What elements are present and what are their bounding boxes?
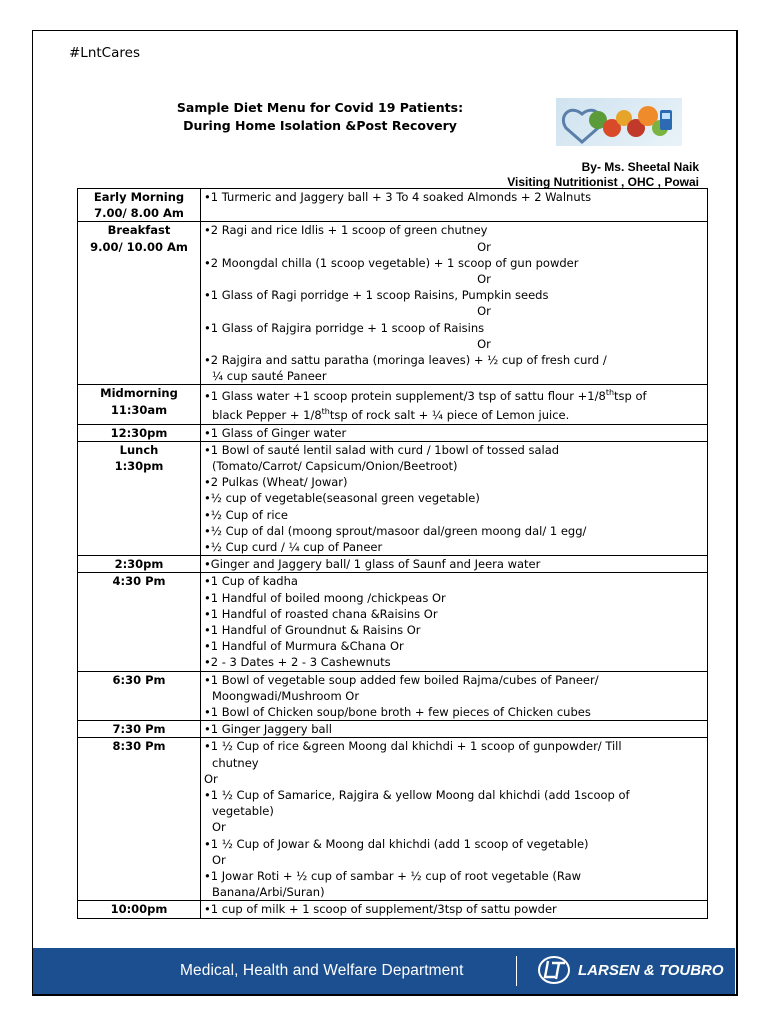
list-item: •½ Cup of dal (moong sprout/masoor dal/green moong dal/ 1 egg/ bbox=[204, 523, 587, 538]
meal-time: 8:30 Pm bbox=[78, 738, 201, 901]
meal-items bbox=[201, 189, 708, 222]
healthy-food-image bbox=[556, 98, 682, 146]
item-text: •1 Glass water +1 scoop protein supplement/3 tsp of sattu flour +1/8 bbox=[204, 389, 606, 404]
meal-items bbox=[201, 573, 708, 671]
title-line-2: During Home Isolation &Post Recovery bbox=[183, 118, 457, 133]
meal-items bbox=[201, 721, 708, 738]
item-text: tsp of rock salt + ¼ piece of Lemon juice. bbox=[329, 408, 570, 423]
list-item: •1 Bowl of sauté lentil salad with curd / 1bowl of tossed salad bbox=[204, 442, 560, 457]
footer-divider bbox=[516, 956, 517, 986]
or-separator: Or bbox=[212, 820, 226, 835]
list-item-continuation: Moongwadi/Mushroom Or bbox=[212, 688, 360, 703]
list-item-continuation: vegetable) bbox=[212, 804, 274, 819]
meal-time-value: 1:30pm bbox=[114, 458, 164, 473]
meal-time: 6:30 Pm bbox=[78, 671, 201, 721]
list-item: •2 Ragi and rice Idlis + 1 scoop of green chutney bbox=[204, 223, 488, 238]
meal-time-value: 7.00/ 8.00 Am bbox=[94, 206, 184, 221]
meal-items bbox=[201, 671, 708, 721]
list-item: •½ Cup curd / ¼ cup of Paneer bbox=[204, 539, 383, 554]
table-row bbox=[78, 671, 708, 721]
list-item: •1 Glass of Ginger water bbox=[204, 425, 347, 440]
meal-items bbox=[201, 738, 708, 901]
list-item: •1 Ginger Jaggery ball bbox=[204, 722, 332, 737]
table-row bbox=[78, 189, 708, 222]
list-item: •1 Glass of Rajgira porridge + 1 scoop of Raisins bbox=[204, 320, 485, 335]
or-separator: Or bbox=[477, 336, 491, 351]
list-item: •1 Jowar Roti + ½ cup of sambar + ½ cup of root vegetable (Raw bbox=[204, 868, 582, 883]
or-separator: Or bbox=[477, 304, 491, 319]
list-item: •2 Pulkas (Wheat/ Jowar) bbox=[204, 475, 348, 490]
author-role: Visiting Nutritionist , OHC , Powai bbox=[507, 175, 699, 189]
diet-menu-table bbox=[77, 188, 708, 919]
list-item-continuation: (Tomato/Carrot/ Capsicum/Onion/Beetroot) bbox=[212, 458, 458, 473]
meal-time: 10:00pm bbox=[78, 901, 201, 918]
list-item bbox=[204, 385, 704, 404]
table-row bbox=[78, 222, 708, 385]
list-item: •1 Cup of kadha bbox=[204, 574, 298, 589]
superscript: th bbox=[605, 388, 615, 398]
list-item-continuation: chutney bbox=[212, 755, 259, 770]
meal-time bbox=[78, 222, 201, 385]
lt-logo-icon bbox=[537, 955, 571, 985]
list-item: •1 ½ Cup of Jowar & Moong dal khichdi (add 1 scoop of vegetable) bbox=[204, 836, 589, 851]
meal-time-value: 11:30am bbox=[110, 402, 168, 417]
meal-time: 2:30pm bbox=[78, 556, 201, 573]
or-separator: Or bbox=[212, 852, 226, 867]
list-item: •1 Glass of Ragi porridge + 1 scoop Raisins, Pumpkin seeds bbox=[204, 288, 549, 303]
table-row bbox=[78, 721, 708, 738]
list-item: •2 - 3 Dates + 2 - 3 Cashewnuts bbox=[204, 655, 391, 670]
meal-time bbox=[78, 385, 201, 424]
list-item: •1 Handful of Groundnut & Raisins Or bbox=[204, 622, 421, 637]
meal-time-value: 9.00/ 10.00 Am bbox=[90, 239, 188, 254]
table-row bbox=[78, 441, 708, 555]
table-row bbox=[78, 573, 708, 671]
list-item: •1 Handful of roasted chana &Raisins Or bbox=[204, 606, 438, 621]
list-item: •1 ½ Cup of rice &green Moong dal khichdi + 1 scoop of gunpowder/ Till bbox=[204, 739, 622, 754]
title-line-1: Sample Diet Menu for Covid 19 Patients: bbox=[176, 100, 464, 115]
list-item-continuation: Banana/Arbi/Suran) bbox=[212, 885, 325, 900]
healthy-food-illustration bbox=[556, 98, 682, 146]
list-item: •Ginger and Jaggery ball/ 1 glass of Saunf and Jeera water bbox=[204, 557, 541, 572]
brand-name: LARSEN & TOUBRO bbox=[578, 962, 724, 979]
hashtag: #LntCares bbox=[69, 45, 140, 61]
superscript: th bbox=[321, 407, 330, 417]
table-row bbox=[78, 738, 708, 901]
meal-items bbox=[201, 901, 708, 918]
meal-items bbox=[201, 385, 708, 424]
list-item: •1 Handful of boiled moong /chickpeas Or bbox=[204, 590, 446, 605]
item-text: tsp of bbox=[614, 389, 647, 404]
author-credit bbox=[507, 160, 699, 190]
meal-items bbox=[201, 222, 708, 385]
meal-time-label: Breakfast bbox=[107, 223, 171, 238]
list-item: •1 Turmeric and Jaggery ball + 3 To 4 soaked Almonds + 2 Walnuts bbox=[204, 190, 592, 204]
lt-logo-icon-svg bbox=[537, 955, 571, 985]
list-item: •½ cup of vegetable(seasonal green vegetable) bbox=[204, 491, 480, 506]
meal-time: 7:30 Pm bbox=[78, 721, 201, 738]
list-item: •2 Moongdal chilla (1 scoop vegetable) + 1 scoop of gun powder bbox=[204, 255, 579, 270]
table-row bbox=[78, 385, 708, 424]
meal-items bbox=[201, 424, 708, 441]
list-item: •2 Rajgira and sattu paratha (moringa leaves) + ½ cup of fresh curd / bbox=[204, 353, 607, 368]
list-item: •1 Bowl of Chicken soup/bone broth + few pieces of Chicken cubes bbox=[204, 704, 591, 719]
list-item: •1 Bowl of vegetable soup added few boiled Rajma/cubes of Paneer/ bbox=[204, 672, 599, 687]
meal-time bbox=[78, 189, 201, 222]
list-item: •1 cup of milk + 1 scoop of supplement/3tsp of sattu powder bbox=[204, 902, 557, 917]
table-row bbox=[78, 424, 708, 441]
meal-items bbox=[201, 441, 708, 555]
list-item-continuation bbox=[204, 404, 704, 423]
or-separator: Or bbox=[204, 771, 218, 786]
meal-time bbox=[78, 441, 201, 555]
list-item-continuation: ¼ cup sauté Paneer bbox=[212, 369, 327, 384]
author-name: By- Ms. Sheetal Naik bbox=[581, 160, 699, 174]
meal-time-label: Lunch bbox=[119, 442, 159, 457]
meal-items bbox=[201, 556, 708, 573]
meal-time: 4:30 Pm bbox=[78, 573, 201, 671]
or-separator: Or bbox=[477, 272, 491, 287]
list-item: •1 ½ Cup of Samarice, Rajgira & yellow Moong dal khichdi (add 1scoop of bbox=[204, 787, 630, 802]
list-item: •1 Handful of Murmura &Chana Or bbox=[204, 639, 404, 654]
table-row bbox=[78, 556, 708, 573]
table-row bbox=[78, 901, 708, 918]
meal-time-label: Early Morning bbox=[93, 190, 185, 204]
department-name: Medical, Health and Welfare Department bbox=[180, 962, 464, 979]
meal-time: 12:30pm bbox=[78, 424, 201, 441]
meal-time-label: Midmorning bbox=[100, 386, 178, 401]
or-separator: Or bbox=[477, 239, 491, 254]
document-title bbox=[140, 99, 500, 135]
item-text: black Pepper + 1/8 bbox=[212, 408, 322, 423]
list-item: •½ Cup of rice bbox=[204, 507, 288, 522]
